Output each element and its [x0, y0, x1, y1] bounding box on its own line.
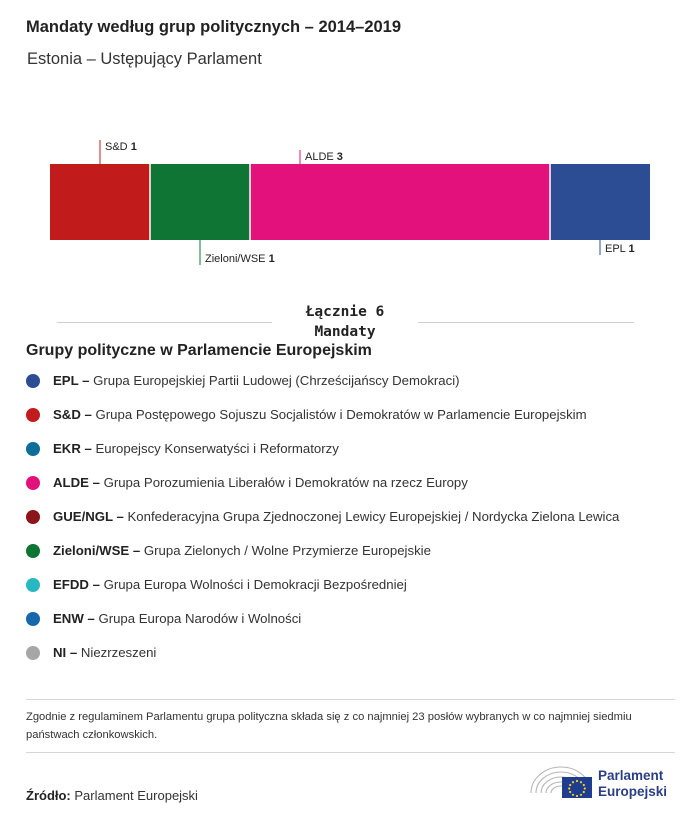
legend-abbr: EKR –	[53, 441, 92, 456]
legend-dot-ekr	[26, 442, 40, 456]
legend-abbr: S&D –	[53, 407, 92, 422]
legend-name: Europejscy Konserwatyści i Reformatorzy	[95, 441, 339, 456]
parliament-hemicycle-icon	[528, 760, 598, 804]
legend-abbr: ALDE –	[53, 475, 100, 490]
legend-dot-gue-ngl	[26, 510, 40, 524]
legend-name: Niezrzeszeni	[80, 645, 157, 660]
legend-abbr: ENW –	[53, 611, 95, 626]
legend-abbr: GUE/NGL –	[53, 509, 124, 524]
divider-line-left	[57, 322, 272, 323]
legend-dot-enw	[26, 612, 40, 626]
bar-segment-epl	[550, 164, 650, 240]
legend-dot-sd	[26, 408, 40, 422]
legend-name: Grupa Europa Wolności i Demokracji Bezpośredniej	[103, 577, 407, 592]
legend-abbr: NI –	[53, 645, 78, 660]
chart-subtitle: Estonia – Ustępujący Parlament	[27, 50, 262, 68]
total-seats	[0, 302, 700, 342]
total-label	[272, 302, 418, 342]
segment-label-alde: ALDE 3	[305, 151, 343, 163]
legend-name: Grupa Europa Narodów i Wolności	[98, 611, 302, 626]
legend-dot-epl	[26, 374, 40, 388]
logo-text	[598, 768, 667, 800]
source-label: Źródło:	[26, 788, 71, 803]
segment-label-epl: EPL 1	[605, 243, 635, 255]
bar-segment-zieloni-wse	[150, 164, 250, 240]
divider-line-right	[418, 322, 634, 323]
source-line	[26, 788, 198, 803]
groups-heading: Grupy polityczne w Parlamencie Europejskim	[26, 342, 372, 359]
legend-dot-zieloni	[26, 544, 40, 558]
ep-logo	[528, 760, 678, 804]
note-divider-top	[26, 699, 675, 700]
logo-line-1: Parlament	[598, 768, 664, 783]
seat-bar-chart	[0, 0, 700, 280]
segment-label-s-d: S&D 1	[105, 141, 137, 153]
legend-dot-efdd	[26, 578, 40, 592]
legend-name: Grupa Zielonych / Wolne Przymierze Europejskie	[143, 543, 431, 558]
legend-name: Grupa Europejskiej Partii Ludowej (Chrześcijańscy Demokraci)	[93, 373, 460, 388]
total-line-2: Mandaty	[314, 324, 376, 340]
legend-dot-ni	[26, 646, 40, 660]
bar-segment-s-d	[50, 164, 150, 240]
legend-name: Konfederacyjna Grupa Zjednoczonej Lewicy Europejskiej / Nordycka Zielona Lewica	[127, 509, 620, 524]
legend-abbr: EPL –	[53, 373, 90, 388]
legend-abbr: EFDD –	[53, 577, 100, 592]
logo-line-2: Europejski	[598, 784, 668, 799]
source-value: Parlament Europejski	[74, 788, 198, 803]
footnote: Zgodnie z regulaminem Parlamentu grupa polityczna składa się z co najmniej 23 posłów wybranych w co najmniej siedmiu państwach członkowskich.	[26, 711, 632, 741]
legend-name: Grupa Porozumienia Liberałów i Demokratów na rzecz Europy	[103, 475, 468, 490]
total-line-1: Łącznie 6	[305, 304, 385, 320]
segment-label-zieloni-wse: Zieloni/WSE 1	[205, 253, 275, 265]
legend-abbr: Zieloni/WSE –	[53, 543, 141, 558]
legend-dot-alde	[26, 476, 40, 490]
legend-name: Grupa Postępowego Sojuszu Socjalistów i Demokratów w Parlamencie Europejskim	[95, 407, 587, 422]
chart-title: Mandaty według grup politycznych – 2014–2019	[26, 18, 402, 36]
note-divider-bottom	[26, 752, 675, 753]
bar-segment-alde	[250, 164, 550, 240]
